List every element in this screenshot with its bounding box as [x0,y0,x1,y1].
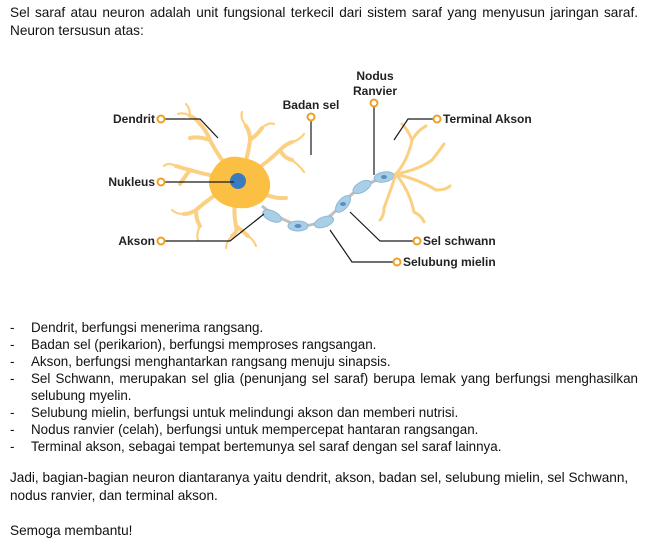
label-akson: Akson [118,234,155,248]
list-item [10,404,638,421]
label-nukleus: Nukleus [108,175,155,189]
conclusion-paragraph: Jadi, bagian-bagian neuron diantaranya yaitu dendrit, akson, badan sel, selubung mielin, sel Schwann, nodus ranvier, dan terminal akson. [10,470,629,503]
schwann-nucleus [295,224,302,228]
schwann-nucleus [340,202,346,206]
label-ranvier: Ranvier [352,84,398,98]
list-item [10,421,638,438]
list-item-text: Nodus ranvier (celah), berfungsi untuk mempercepat hantaran rangsangan. [31,422,479,437]
label-badan-sel: Badan sel [282,98,340,112]
list-dash: - [10,337,15,352]
list-dash: - [10,320,15,335]
list-item [10,336,638,353]
list-item [10,370,638,404]
list-item-text: Terminal akson, sebagai tempat bertemunya sel saraf dengan sel saraf lainnya. [31,439,502,454]
list-dash: - [10,371,15,386]
list-item-text: Selubung mielin, berfungsi untuk melindungi akson dan memberi nutrisi. [31,405,459,420]
label-terminal-akson: Terminal Akson [443,112,532,126]
label-nodus: Nodus [356,69,394,83]
list-item [10,319,638,336]
list-dash: - [10,422,15,437]
list-item-text: Akson, berfungsi menghantarkan rangsang menuju sinapsis. [31,354,391,369]
schwann-nucleus [381,175,387,179]
label-dendrit: Dendrit [113,112,155,126]
schwann-cell [261,207,283,225]
label-selubung-mielin: Selubung mielin [403,255,496,269]
list-dash: - [10,354,15,369]
intro-paragraph: Sel saraf atau neuron adalah unit fungsional terkecil dari sistem saraf yang menyusun jaringan saraf. Neuron tersusun atas: [10,5,638,38]
list-item-text: Badan sel (perikarion), berfungsi memproses rangsangan. [31,337,377,352]
nucleus [230,173,246,189]
list-dash: - [10,405,15,420]
function-list [10,319,638,455]
list-dash: - [10,439,15,454]
neuron-diagram [0,60,650,280]
list-item-text: Sel Schwann, merupakan sel glia (penunjang sel saraf) berupa lemak yang berfungsi menghasilkan selubung myelin. [31,371,638,403]
list-item-text: Dendrit, berfungsi menerima rangsang. [31,320,264,335]
myelin-sheath [261,170,395,231]
label-sel-schwann: Sel schwann [423,234,496,248]
closing-text: Semoga membantu! [10,523,133,538]
list-item [10,353,638,370]
list-item [10,438,638,455]
